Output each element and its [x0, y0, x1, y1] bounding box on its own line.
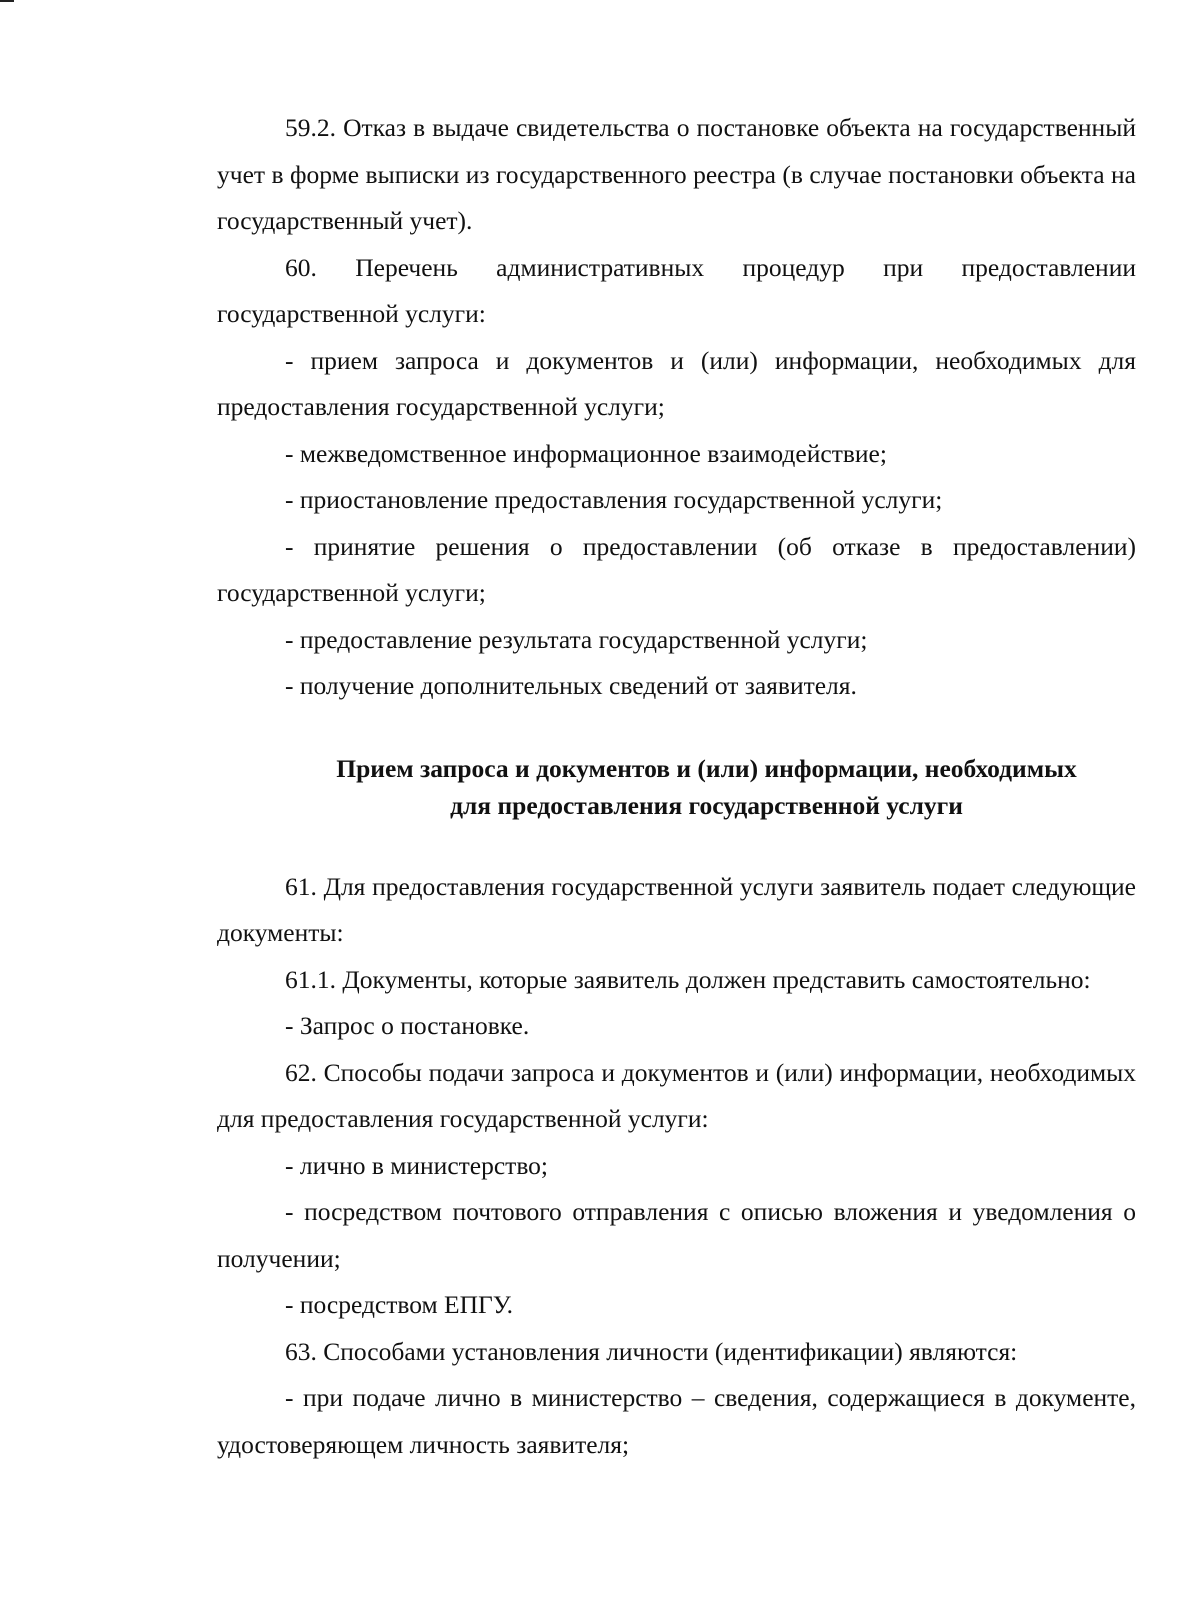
list-item-identity: - при подаче лично в министерство – сведения, содержащиеся в документе, удостоверяющем личность заявителя;: [217, 1383, 1136, 1459]
list-item-request-intake: - прием запроса и документов и (или) информации, необходимых для предоставления государственной услуги;: [217, 345, 1136, 421]
list-item-epgu: - посредством ЕПГУ.: [285, 1290, 514, 1319]
paragraph-61: 61. Для предоставления государственной услуги заявитель подает следующие документы:: [217, 871, 1136, 947]
document-page: [217, 105, 1136, 1468]
section-heading-line-1: Прием запроса и документов и (или) информации, необходимых: [336, 753, 1077, 783]
list-item-result: - предоставление результата государственной услуги;: [285, 624, 868, 654]
paragraph-60: 60. Перечень административных процедур при предоставлении государственной услуги:: [217, 252, 1136, 328]
scan-corner-mark: [0, 0, 14, 2]
section-heading: [217, 750, 1136, 824]
list-item-request: - Запрос о постановке.: [285, 1011, 530, 1040]
list-item-postal: - посредством почтового отправления с описью вложения и уведомления о получении;: [217, 1197, 1136, 1273]
list-item-in-person: - лично в министерство;: [285, 1150, 549, 1180]
list-item-additional-info: - получение дополнительных сведений от заявителя.: [285, 671, 857, 700]
list-item-interagency: - межведомственное информационное взаимодействие;: [285, 438, 887, 468]
paragraph-59-2: 59.2. Отказ в выдаче свидетельства о постановке объекта на государственный учет в форме выписки из государственного реестра (в случае постановки объекта на государственный учет).: [217, 113, 1136, 235]
paragraph-63: 63. Способами установления личности (идентификации) являются:: [285, 1336, 1018, 1366]
list-item-suspension: - приостановление предоставления государственной услуги;: [285, 485, 943, 514]
list-item-decision: - принятие решения о предоставлении (об отказе в предоставлении) государственной услуги;: [217, 531, 1136, 607]
paragraph-62: 62. Способы подачи запроса и документов и (или) информации, необходимых для предоставления государственной услуги:: [217, 1057, 1136, 1133]
section-heading-line-2: для предоставления государственной услуги: [450, 790, 963, 820]
paragraph-61-1: 61.1. Документы, которые заявитель должен представить самостоятельно:: [285, 964, 1091, 994]
